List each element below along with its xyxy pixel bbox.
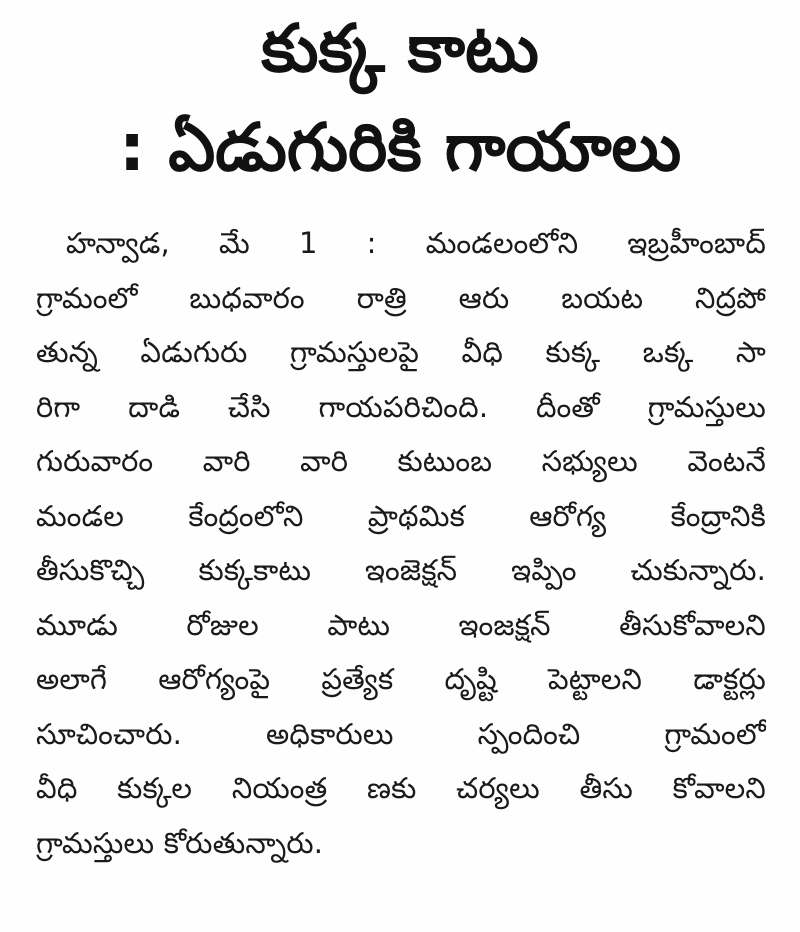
body-line: తీసుకొచ్చి కుక్కకాటు ఇంజెక్షన్ ఇప్పిం చుకున్నారు. [36,553,766,587]
body-line: వీధి కుక్కల నియంత్ర ణకు చర్యలు తీసు కోవాలని [36,771,766,805]
body-line: గ్రామంలో బుధవారం రాత్రి ఆరు బయట నిద్రపో [36,280,766,315]
body-line: గ్రామస్తులు కోరుతున్నారు. [36,825,324,860]
body-line: తున్న ఏడుగురు గ్రామస్తులపై వీధి కుక్క ఒక్క సా [36,335,766,369]
body-line: గురువారం వారి వారి కుటుంబ సభ్యులు వెంటనే [36,444,766,478]
body-line: సూచించారు. అధికారులు స్పందించి గ్రామంలో [36,716,766,751]
body-line: రిగా దాడి చేసి గాయపరిచింది. దీంతో గ్రామస్తులు [36,389,766,424]
body-line: మండల కేంద్రంలోని ప్రాథమిక ఆరోగ్య కేంద్రానికి [36,498,766,533]
headline-line-2: : ఏడుగురికి గాయాలు [118,109,682,186]
body-line: హన్వాడ, మే 1 : మండలంలోని ఇబ్రహీంబాద్ [66,226,766,260]
article-body [36,216,766,870]
headline-line-1: కుక్క కాటు [261,10,539,87]
body-line: అలాగే ఆరోగ్యంపై ప్రత్యేక దృష్టి పెట్టాలని డాక్టర్లు [36,662,766,696]
body-line: మూడు రోజుల పాటు ఇంజక్షన్ తీసుకోవాలని [36,607,766,642]
